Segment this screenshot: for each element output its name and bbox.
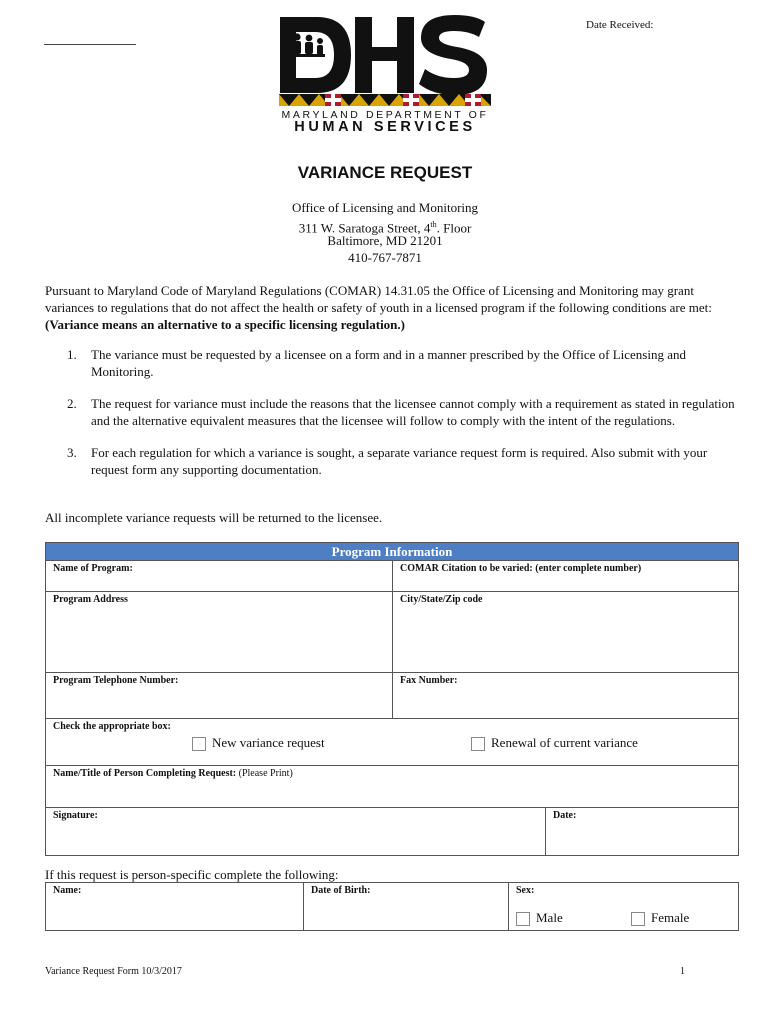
office-phone: 410-767-7871 xyxy=(348,249,422,265)
telephone-field[interactable] xyxy=(46,673,392,718)
comar-citation-label: COMAR Citation to be varied: (enter complete number) xyxy=(400,563,642,574)
program-name-label: Name of Program: xyxy=(53,563,133,574)
form-header: Program Information xyxy=(46,543,738,561)
request-type-label: Check the appropriate box: xyxy=(53,721,171,732)
person-name-label: Name: xyxy=(53,885,82,896)
list-item-text: For each regulation for which a variance is sought, a separate variance request form is required. Also submit with your request form any supporting documentation. xyxy=(91,445,708,477)
new-variance-option[interactable] xyxy=(192,735,325,751)
completer-name-label: Name/Title of Person Completing Request: xyxy=(53,768,237,779)
form-row xyxy=(46,592,738,673)
fax-field[interactable] xyxy=(392,673,738,718)
date-field[interactable] xyxy=(545,808,738,855)
list-item xyxy=(45,347,735,380)
city-state-zip-field[interactable] xyxy=(392,592,738,672)
office-street-sup: th xyxy=(430,219,437,229)
female-label: Female xyxy=(651,910,690,925)
logo-agency-line: HUMAN SERVICES xyxy=(294,119,476,135)
office-street-a: 311 W. Saratoga Street, 4 xyxy=(298,219,431,235)
conditions-list xyxy=(45,347,735,494)
page-number: 1 xyxy=(680,966,685,977)
list-item xyxy=(45,396,735,429)
intro-bold: (Variance means an alternative to a specific licensing regulation.) xyxy=(45,317,405,332)
list-item-number: 2. xyxy=(67,396,77,411)
list-item-number: 3. xyxy=(67,445,77,460)
male-checkbox[interactable] xyxy=(516,912,530,926)
male-option[interactable] xyxy=(516,910,563,926)
logo-department-line: MARYLAND DEPARTMENT OF xyxy=(281,109,489,121)
signature-field[interactable] xyxy=(46,808,545,855)
completer-name-note: (Please Print) xyxy=(238,768,293,779)
renewal-option[interactable] xyxy=(471,735,638,751)
program-name-field[interactable] xyxy=(46,561,392,591)
comar-citation-field[interactable] xyxy=(392,561,738,591)
date-received-label: Date Received: xyxy=(586,19,654,31)
date-of-birth-label: Date of Birth: xyxy=(311,885,371,896)
office-address xyxy=(0,200,770,266)
intro-paragraph xyxy=(45,282,735,333)
person-specific-form xyxy=(45,882,739,931)
page-title: VARIANCE REQUEST xyxy=(297,163,473,182)
renewal-label: Renewal of current variance xyxy=(491,735,638,750)
sex-cell xyxy=(508,883,738,930)
date-of-birth-field[interactable] xyxy=(303,883,508,930)
list-item xyxy=(45,445,735,478)
form-row xyxy=(46,673,738,719)
completer-name-field[interactable] xyxy=(46,766,738,807)
signature-label: Signature: xyxy=(53,810,98,821)
intro-text: Pursuant to Maryland Code of Maryland Regulations (COMAR) 14.31.05 the Office of Licensing and Monitoring may grant variances to regulations that do not affect the health or safety of youth in a licensed program if the following conditions are met: xyxy=(45,283,712,315)
new-variance-label: New variance request xyxy=(212,735,325,750)
form-row xyxy=(46,766,738,808)
sex-label: Sex: xyxy=(516,885,535,896)
office-name: Office of Licensing and Monitoring xyxy=(291,200,479,215)
female-checkbox[interactable] xyxy=(631,912,645,926)
male-label: Male xyxy=(536,910,563,925)
fax-label: Fax Number: xyxy=(400,675,458,686)
program-information-form xyxy=(45,542,739,856)
form-row xyxy=(46,808,738,855)
list-item-text: The request for variance must include the reasons that the licensee cannot comply with a requirement as stated in regulation and the alternative equivalent measures that the licensee will follow to comply with the intent of the regulations. xyxy=(91,396,735,428)
date-received-line xyxy=(44,44,136,45)
renewal-checkbox[interactable] xyxy=(471,737,485,751)
telephone-label: Program Telephone Number: xyxy=(53,675,179,686)
city-state-zip-label: City/State/Zip code xyxy=(400,594,483,605)
person-specific-intro: If this request is person-specific complete the following: xyxy=(45,867,339,882)
person-name-field[interactable] xyxy=(46,883,303,930)
list-item-number: 1. xyxy=(67,347,77,362)
form-row xyxy=(46,561,738,592)
date-label: Date: xyxy=(553,810,577,821)
form-row xyxy=(46,719,738,766)
list-item-text: The variance must be requested by a licensee on a form and in a manner prescribed by the Office of Licensing and Monitoring. xyxy=(91,347,686,379)
new-variance-checkbox[interactable] xyxy=(192,737,206,751)
flag-stripe xyxy=(279,94,491,106)
program-address-field[interactable] xyxy=(46,592,392,672)
incomplete-note: All incomplete variance requests will be returned to the licensee. xyxy=(45,510,383,525)
request-type-cell xyxy=(46,719,738,765)
office-city: Baltimore, MD 21201 xyxy=(327,233,443,248)
program-address-label: Program Address xyxy=(53,594,128,605)
form-identifier: Variance Request Form 10/3/2017 xyxy=(45,966,182,977)
female-option[interactable] xyxy=(631,910,689,926)
office-street xyxy=(0,217,770,234)
office-street-b: . Floor xyxy=(436,219,472,235)
